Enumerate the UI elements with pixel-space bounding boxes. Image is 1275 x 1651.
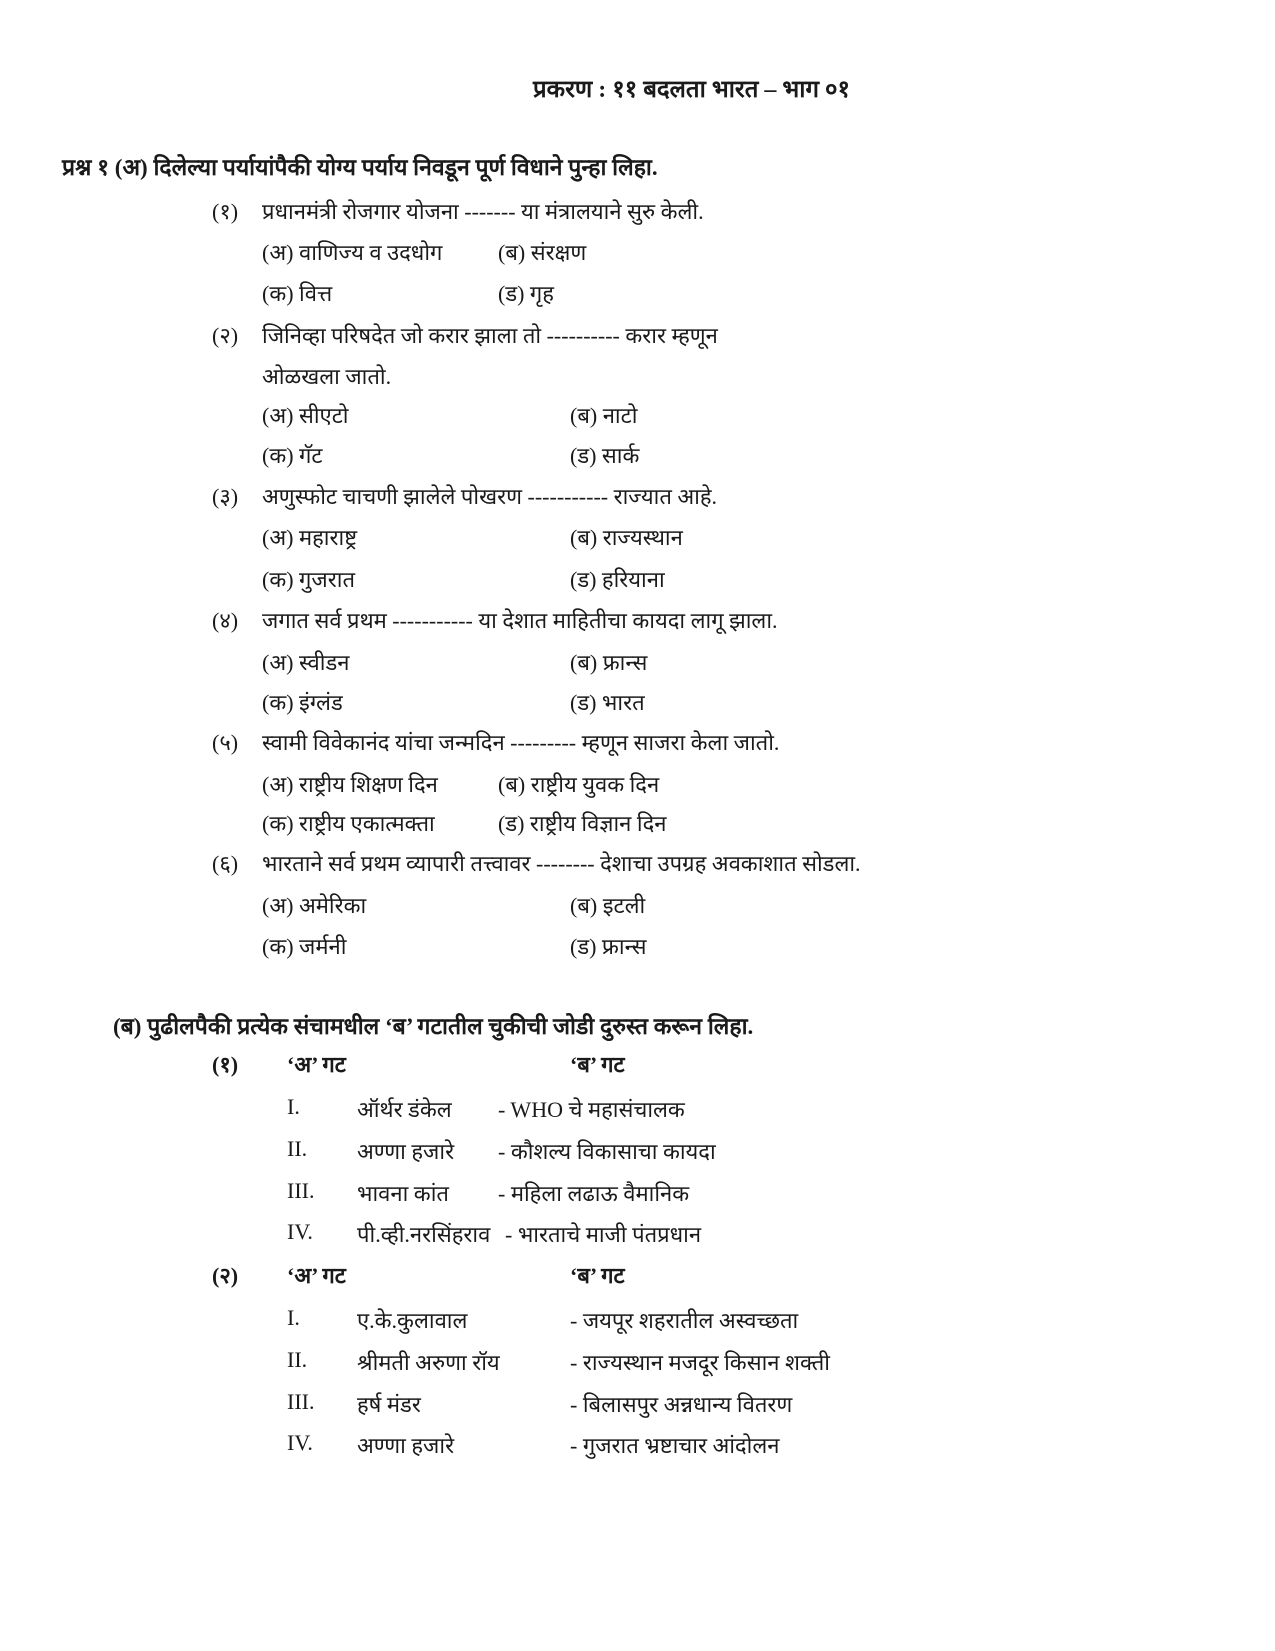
option-a: (अ) राष्ट्रीय शिक्षण दिन xyxy=(262,772,438,797)
section-a-heading: प्रश्न १ (अ) दिलेल्या पर्यायांपैकी योग्य पर्याय निवडून पूर्ण विधाने पुन्हा लिहा. xyxy=(62,155,658,180)
option-a: (अ) अमेरिका xyxy=(262,893,367,918)
option-a: (अ) स्वीडन xyxy=(262,650,350,675)
option-c: (क) जर्मनी xyxy=(262,934,347,959)
question-text: जगात सर्व प्रथम ----------- या देशात माहितीचा कायदा लागू झाला. xyxy=(262,608,778,633)
option-d: (ड) राष्ट्रीय विज्ञान दिन xyxy=(498,811,667,836)
row-b-value: - राज्यस्थान मजदूर किसान शक्ती xyxy=(570,1350,830,1375)
option-c: (क) वित्त xyxy=(262,281,333,306)
row-roman: II. xyxy=(287,1136,308,1161)
option-d: (ड) गृह xyxy=(498,281,554,306)
set-number: (१) xyxy=(212,1052,239,1077)
row-roman: II. xyxy=(287,1347,308,1372)
row-roman: I. xyxy=(287,1094,300,1119)
option-b: (ब) संरक्षण xyxy=(498,240,587,265)
row-b-value: - WHO चे महासंचालक xyxy=(498,1097,685,1122)
option-b: (ब) राज्यस्थान xyxy=(570,525,683,550)
row-roman: I. xyxy=(287,1305,300,1330)
row-b-value: - बिलासपुर अन्नधान्य वितरण xyxy=(570,1392,793,1417)
page-title: प्रकरण : ११ बदलता भारत – भाग ०१ xyxy=(533,77,850,103)
row-roman: III. xyxy=(287,1389,315,1414)
option-d: (ड) सार्क xyxy=(570,443,640,468)
option-d: (ड) फ्रान्स xyxy=(570,934,647,959)
question-text: अणुस्फोट चाचणी झालेले पोखरण ----------- राज्यात आहे. xyxy=(262,484,718,509)
set-number: (२) xyxy=(212,1263,239,1288)
question-text: भारताने सर्व प्रथम व्यापारी तत्त्वावर -------- देशाचा उपग्रह अवकाशात सोडला. xyxy=(262,851,861,876)
row-a-value: ऑर्थर डंकेल xyxy=(357,1097,452,1122)
row-a-value: ए.के.कुलावाल xyxy=(357,1308,468,1333)
option-b: (ब) फ्रान्स xyxy=(570,650,648,675)
option-a: (अ) महाराष्ट्र xyxy=(262,525,358,550)
column-a-header: ‘अ’ गट xyxy=(287,1263,346,1288)
column-b-header: ‘ब’ गट xyxy=(570,1263,625,1288)
row-b-value: - महिला लढाऊ वैमानिक xyxy=(498,1181,690,1206)
row-a-value: हर्ष मंडर xyxy=(357,1392,421,1417)
option-b: (ब) राष्ट्रीय युवक दिन xyxy=(498,772,660,797)
option-a: (अ) सीएटो xyxy=(262,403,349,428)
question-number: (५) xyxy=(212,730,239,755)
option-d: (ड) हरियाना xyxy=(570,567,665,592)
row-a-value: अण्णा हजारे xyxy=(357,1433,455,1458)
row-roman: III. xyxy=(287,1178,315,1203)
question-number: (४) xyxy=(212,608,239,633)
column-a-header: ‘अ’ गट xyxy=(287,1052,346,1077)
row-b-value: - गुजरात भ्रष्टाचार आंदोलन xyxy=(570,1433,780,1458)
option-c: (क) गॅट xyxy=(262,443,323,468)
column-b-header: ‘ब’ गट xyxy=(570,1052,625,1077)
row-b-value: - भारताचे माजी पंतप्रधान xyxy=(505,1222,702,1247)
row-b-value: - जयपूर शहरातील अस्वच्छता xyxy=(570,1308,799,1333)
row-b-value: - कौशल्य विकासाचा कायदा xyxy=(498,1139,716,1164)
option-b: (ब) इटली xyxy=(570,893,646,918)
question-number: (१) xyxy=(212,199,239,224)
row-a-value: पी.व्ही.नरसिंहराव xyxy=(357,1222,491,1247)
question-text: जिनिव्हा परिषदेत जो करार झाला तो ---------- करार म्हणून xyxy=(262,323,718,348)
row-a-value: भावना कांत xyxy=(357,1181,449,1206)
question-number: (२) xyxy=(212,323,239,348)
option-d: (ड) भारत xyxy=(570,690,645,715)
question-text: स्वामी विवेकानंद यांचा जन्मदिन --------- म्हणून साजरा केला जातो. xyxy=(262,730,780,755)
row-a-value: श्रीमती अरुणा रॉय xyxy=(357,1350,500,1375)
option-a: (अ) वाणिज्य व उदधोग xyxy=(262,240,443,265)
option-c: (क) राष्ट्रीय एकात्मक्ता xyxy=(262,811,435,836)
option-c: (क) इंग्लंड xyxy=(262,690,343,715)
option-c: (क) गुजरात xyxy=(262,567,355,592)
question-text-continued: ओळखला जातो. xyxy=(262,364,392,389)
question-number: (६) xyxy=(212,851,239,876)
option-b: (ब) नाटो xyxy=(570,403,638,428)
row-roman: IV. xyxy=(287,1219,313,1244)
question-text: प्रधानमंत्री रोजगार योजना ------- या मंत्रालयाने सुरु केली. xyxy=(262,199,704,224)
row-a-value: अण्णा हजारे xyxy=(357,1139,455,1164)
row-roman: IV. xyxy=(287,1430,313,1455)
question-number: (३) xyxy=(212,484,239,509)
section-b-heading: (ब) पुढीलपैकी प्रत्येक संचामधील ‘ब’ गटातील चुकीची जोडी दुरुस्त करून लिहा. xyxy=(113,1014,754,1039)
